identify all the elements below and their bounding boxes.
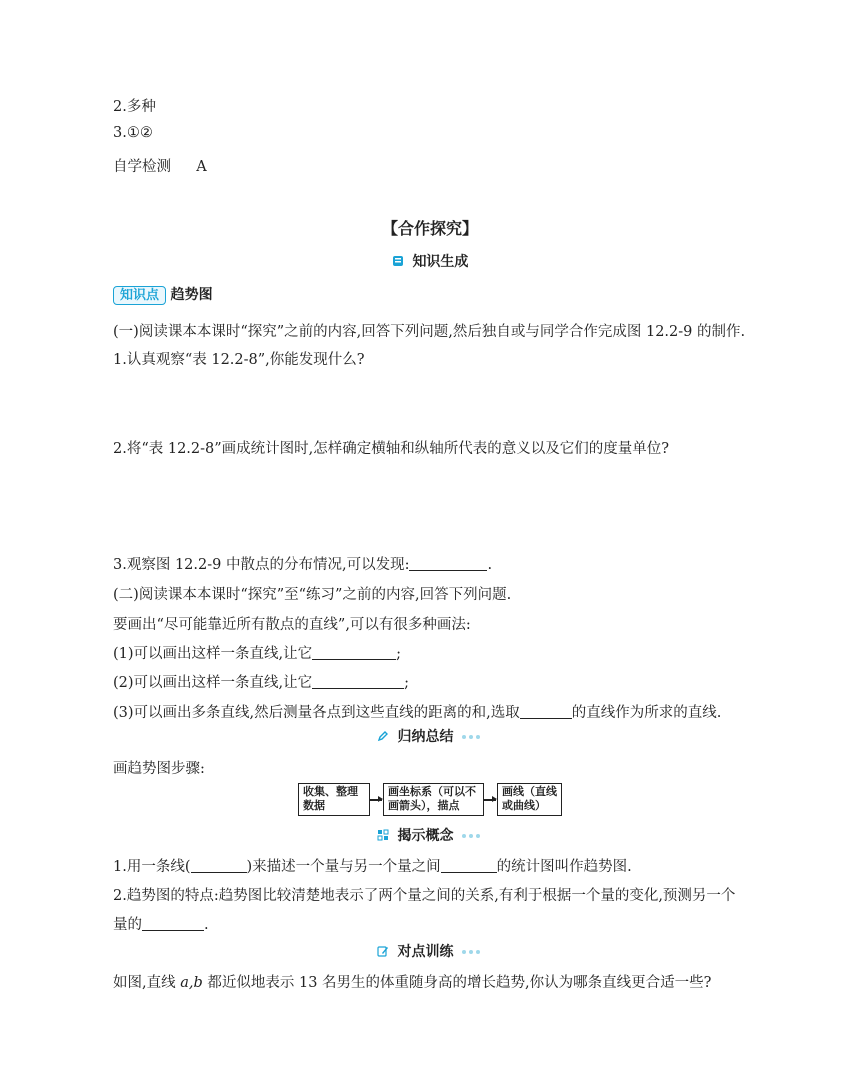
part2-item2-text: (2)可以画出这样一条直线,让它 [113,675,313,691]
answer-blank[interactable] [520,704,572,719]
arrow-right-icon [484,799,496,801]
concept-2-cont-text: 量的 [113,917,142,933]
part1-intro: (一)阅读课本本课时“探究”之前的内容,回答下列问题,然后独自或与同学合作完成图 12.2-9 的制作. [113,324,746,340]
concept-line-2: 2.趋势图的特点:趋势图比较清楚地表示了两个量之间的关系,有利于根据一个量的变化,预测另一个 [113,888,736,904]
knowledge-point-tag: 知识点 [113,286,166,305]
step-box-3: 画线（直线或曲线） [497,783,562,816]
concept-line-1 [113,855,632,876]
practice-question [113,971,711,992]
part2-item1 [113,642,401,663]
answer-blank[interactable] [409,556,487,571]
book-icon [392,255,404,267]
step-box-1: 收集、整理数据 [298,783,370,816]
practice-header [0,941,860,961]
grid-icon [377,829,389,841]
answer-blank[interactable] [441,858,497,873]
part1-q3-end: . [487,557,493,573]
answer-blank[interactable] [312,645,396,660]
part1-q3 [113,553,492,574]
knowledge-point-title: 趋势图 [170,287,213,303]
decor-dots [462,826,483,842]
part2-item3-end: 的直线作为所求的直线. [571,705,722,721]
knowledge-gen-header [0,251,860,271]
answer-blank[interactable] [312,674,404,689]
steps-lead: 画趋势图步骤: [113,761,205,777]
part1-q1: 1.认真观察“表 12.2-8”,你能发现什么? [113,352,365,368]
part2-item3 [113,701,721,722]
part2-item1-text: (1)可以画出这样一条直线,让它 [113,646,313,662]
part2-item1-end: ; [396,646,402,662]
concept-1-text-c: 的统计图叫作趋势图. [496,859,632,875]
concept-label: 揭示概念 [397,828,454,844]
pencil-icon [377,730,389,742]
part1-q2: 2.将“表 12.2-8”画成统计图时,怎样确定横轴和纵轴所代表的意义以及它们的度量单位? [113,441,670,457]
concept-1-text-b: )来描述一个量与另一个量之间 [246,859,441,875]
practice-label: 对点训练 [397,944,454,960]
self-check-value: A [196,159,207,175]
summary-label: 归纳总结 [397,729,454,745]
part1-q3-text: 3.观察图 12.2-9 中散点的分布情况,可以发现: [113,557,410,573]
concept-1-text-a: 1.用一条线( [113,859,191,875]
knowledge-gen-label: 知识生成 [412,254,469,270]
decor-dots [462,942,483,958]
answer-line-3: 3.①② [113,125,153,141]
practice-vars: a,b [180,975,203,991]
concept-header [0,825,860,845]
part2-lead: 要画出“尽可能靠近所有散点的直线”,可以有很多种画法: [113,617,471,633]
decor-dots [462,727,483,743]
summary-header [0,726,860,746]
part2-intro: (二)阅读课本本课时“探究”至“练习”之前的内容,回答下列问题. [113,587,512,603]
part2-item2 [113,671,409,692]
concept-2-cont-end: . [204,917,209,933]
self-check-line [113,155,207,176]
answer-blank[interactable] [142,916,204,931]
section-title: 【合作探究】 [381,219,478,238]
edit-icon [377,945,389,957]
self-check-label: 自学检测 [113,159,171,175]
answer-blank[interactable] [191,858,247,873]
practice-text-before: 如图,直线 [113,975,181,991]
step-box-2: 画坐标系（可以不画箭头），描点 [383,783,484,816]
arrow-right-icon [370,799,382,801]
part2-item2-end: ; [404,675,410,691]
answer-line-2: 2.多种 [113,99,156,115]
practice-text-after: 都近似地表示 13 名男生的体重随身高的增长趋势,你认为哪条直线更合适一些? [202,975,712,991]
knowledge-point-row [113,284,213,305]
concept-line-2-cont [113,913,209,934]
part2-item3-text: (3)可以画出多条直线,然后测量各点到这些直线的距离的和,选取 [113,705,520,721]
